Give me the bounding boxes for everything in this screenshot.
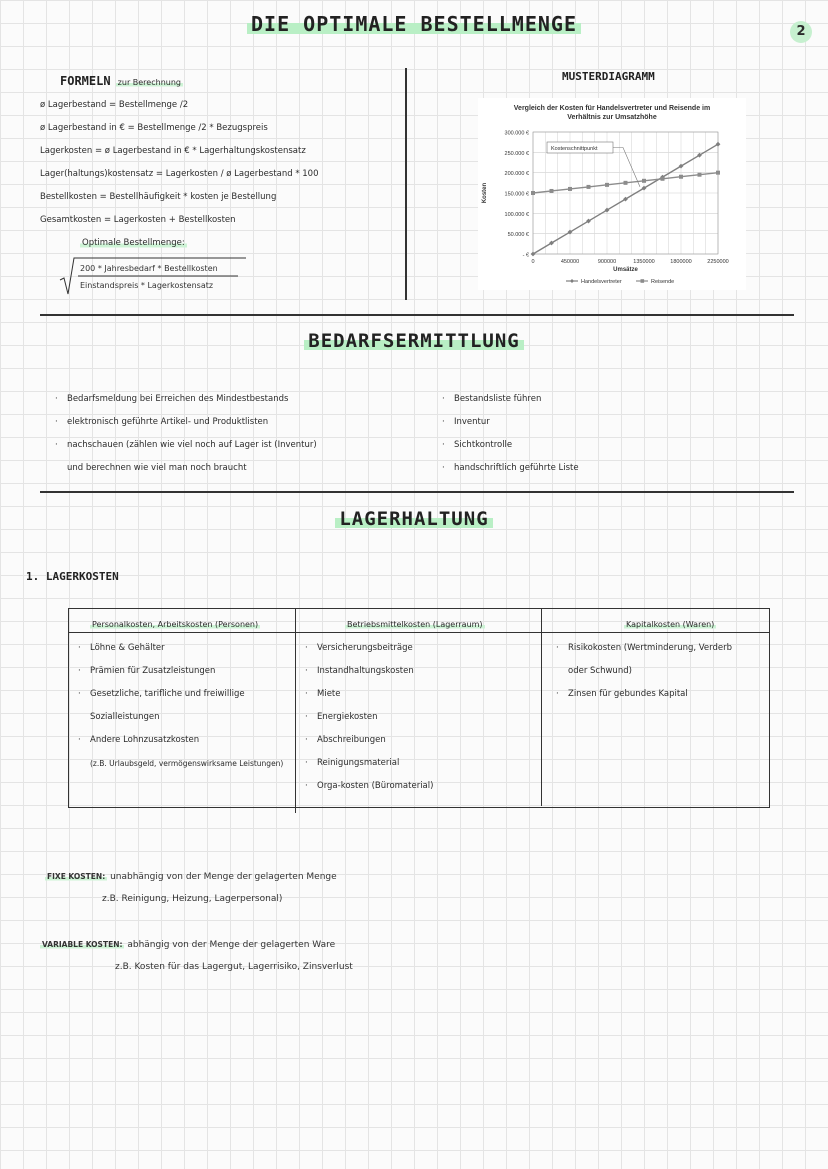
list-item: · Versicherungsbeiträge: [305, 643, 413, 653]
optimal-order-label-text: Optimale Bestellmenge:: [82, 238, 185, 248]
chart-data-point: [605, 183, 609, 187]
chart-legend-marker: [570, 279, 574, 283]
list-item: · Energiekosten: [305, 712, 378, 722]
chart-legend-marker: [641, 279, 645, 283]
list-item: · Instandhaltungskosten: [305, 666, 414, 676]
chart-x-axis-label: Umsätze: [613, 267, 638, 273]
formulas-heading-suffix: zur Berechnung: [117, 78, 181, 87]
diagram-heading: MUSTERDIAGRAMM: [562, 70, 655, 83]
bedarf-heading: [0, 330, 828, 352]
variable-costs-label: VARIABLE KOSTEN:: [42, 940, 123, 949]
chart-x-tick-label: 900000: [597, 259, 617, 265]
table-column-divider: [541, 608, 542, 806]
chart-x-tick-label: 1800000: [670, 259, 692, 265]
section-divider-vertical: [405, 68, 407, 300]
chart-data-point: [716, 171, 720, 175]
chart-data-point: [661, 177, 665, 181]
chart-title-line: Verhältnis zur Umsatzhöhe: [567, 114, 657, 121]
list-item-continued: und berechnen wie viel man noch braucht: [67, 463, 247, 473]
page-title: [0, 12, 828, 36]
chart-x-tick-label: 450000: [560, 259, 580, 265]
list-item-continued: (z.B. Urlaubsgeld, vermögenswirksame Leistungen): [90, 759, 284, 768]
table-column-list: [556, 637, 732, 706]
formulas-heading: [60, 70, 183, 89]
chart-data-point: [587, 185, 591, 189]
formula-line: ø Lagerbestand = Bestellmenge /2: [40, 100, 189, 110]
lager-heading-text: LAGERHALTUNG: [335, 508, 492, 530]
formula-numerator: 200 * Jahresbedarf * Bestellkosten: [80, 264, 218, 273]
chart-legend-label: Handelsvertreter: [581, 279, 622, 285]
chart-x-tick-label: 2250000: [707, 259, 729, 265]
fixed-costs-label: FIXE KOSTEN:: [47, 872, 106, 881]
list-item: · Bestandsliste führen: [442, 394, 542, 404]
table-column-head: Personalkosten, Arbeitskosten (Personen): [92, 620, 259, 629]
chart-data-point: [679, 175, 683, 179]
table-column-head: Betriebsmittelkosten (Lagerraum): [347, 620, 483, 629]
table-column-list: [305, 637, 433, 798]
page-number: 2: [790, 21, 812, 43]
formula-line: Gesamtkosten = Lagerkosten + Bestellkosten: [40, 215, 236, 225]
section-divider: [40, 314, 794, 316]
table-column-divider: [295, 608, 296, 813]
formula-line: ø Lagerbestand in € = Bestellmenge /2 * Bezugspreis: [40, 123, 268, 133]
chart-data-point: [698, 173, 702, 177]
formulas-heading-text: FORMELN: [60, 74, 111, 88]
formula-line: Bestellkosten = Bestellhäufigkeit * kosten je Bestellung: [40, 192, 277, 202]
table-header-line: [68, 632, 770, 633]
list-item: · Gesetzliche, tarifliche und freiwillige: [78, 689, 245, 699]
chart-legend-label: Reisende: [651, 279, 675, 285]
bedarf-heading-text: BEDARFSERMITTLUNG: [304, 330, 523, 352]
bedarf-right-list: [442, 388, 579, 480]
chart-data-point: [550, 189, 554, 193]
list-item-continued: oder Schwund): [568, 666, 632, 676]
list-item-continued: Sozialleistungen: [90, 712, 160, 722]
table-column-head: Kapitalkosten (Waren): [626, 620, 715, 629]
section-divider: [40, 491, 794, 493]
list-item: · elektronisch geführte Artikel- und Produktlisten: [55, 417, 269, 427]
list-item: · Reinigungsmaterial: [305, 758, 400, 768]
chart-y-tick-label: 250.000 €: [504, 150, 529, 157]
formula-line: Lagerkosten = ø Lagerbestand in € * Lagerhaltungskostensatz: [40, 146, 306, 156]
chart-data-point: [568, 187, 572, 191]
bedarf-left-list: [55, 388, 317, 480]
formula-list: [40, 94, 319, 232]
list-item: · handschriftlich geführte Liste: [442, 463, 579, 473]
lagerkosten-subheading: 1. LAGERKOSTEN: [26, 570, 119, 583]
fixed-costs-text: unabhängig von der Menge der gelagerten Menge: [110, 872, 337, 882]
list-item: · Prämien für Zusatzleistungen: [78, 666, 216, 676]
chart-data-point: [624, 181, 628, 185]
list-item: · Inventur: [442, 417, 490, 427]
variable-costs-text: abhängig von der Menge der gelagerten Ware: [127, 940, 336, 950]
variable-costs: [40, 933, 335, 957]
formula-line: Lager(haltungs)kostensatz = Lagerkosten / ø Lagerbestand * 100: [40, 169, 319, 179]
table-column-list: [78, 637, 283, 775]
list-item: · Risikokosten (Wertminderung, Verderb: [556, 643, 733, 653]
sqrt-formula: [58, 256, 248, 296]
list-item: · Sichtkontrolle: [442, 440, 513, 450]
chart-y-tick-label: 300.000 €: [504, 130, 529, 137]
fixed-costs-example: z.B. Reinigung, Heizung, Lagerpersonal): [102, 894, 283, 904]
chart-y-tick-label: 150.000 €: [504, 191, 529, 198]
list-item: · Zinsen für gebundes Kapital: [556, 689, 688, 699]
chart-x-tick-label: 0: [531, 259, 535, 265]
optimal-order-label: [80, 232, 187, 255]
cost-comparison-chart: [478, 98, 746, 290]
list-item: · Andere Lohnzusatzkosten: [78, 735, 200, 745]
chart-y-tick-label: 50.000 €: [507, 232, 529, 239]
list-item: · Abschreibungen: [305, 735, 386, 745]
list-item: · Miete: [305, 689, 341, 699]
chart-y-tick-label: 100.000 €: [504, 211, 529, 218]
chart-data-point: [642, 179, 646, 183]
fixed-costs: [45, 865, 337, 889]
chart-annotation: Kostenschnittpunkt: [551, 146, 598, 152]
formula-denominator: Einstandspreis * Lagerkostensatz: [80, 281, 214, 290]
variable-costs-example: z.B. Kosten für das Lagergut, Lagerrisiko, Zinsverlust: [115, 962, 353, 972]
chart-y-tick-label: - €: [522, 252, 529, 259]
list-item: · Orga-kosten (Büromaterial): [305, 781, 434, 791]
lager-heading: [0, 508, 828, 530]
page-title-text: DIE OPTIMALE BESTELLMENGE: [247, 12, 581, 36]
list-item: · nachschauen (zählen wie viel noch auf Lager ist (Inventur): [55, 440, 317, 450]
list-item: · Löhne & Gehälter: [78, 643, 165, 653]
chart-y-axis-label: Kosten: [482, 182, 488, 204]
chart-y-tick-label: 200.000 €: [504, 171, 529, 178]
list-item: · Bedarfsmeldung bei Erreichen des Mindestbestands: [55, 394, 289, 404]
chart-title-line: Vergleich der Kosten für Handelsvertreter und Reisende im: [513, 105, 711, 112]
chart-x-tick-label: 1350000: [633, 259, 655, 265]
chart-data-point: [531, 191, 535, 195]
